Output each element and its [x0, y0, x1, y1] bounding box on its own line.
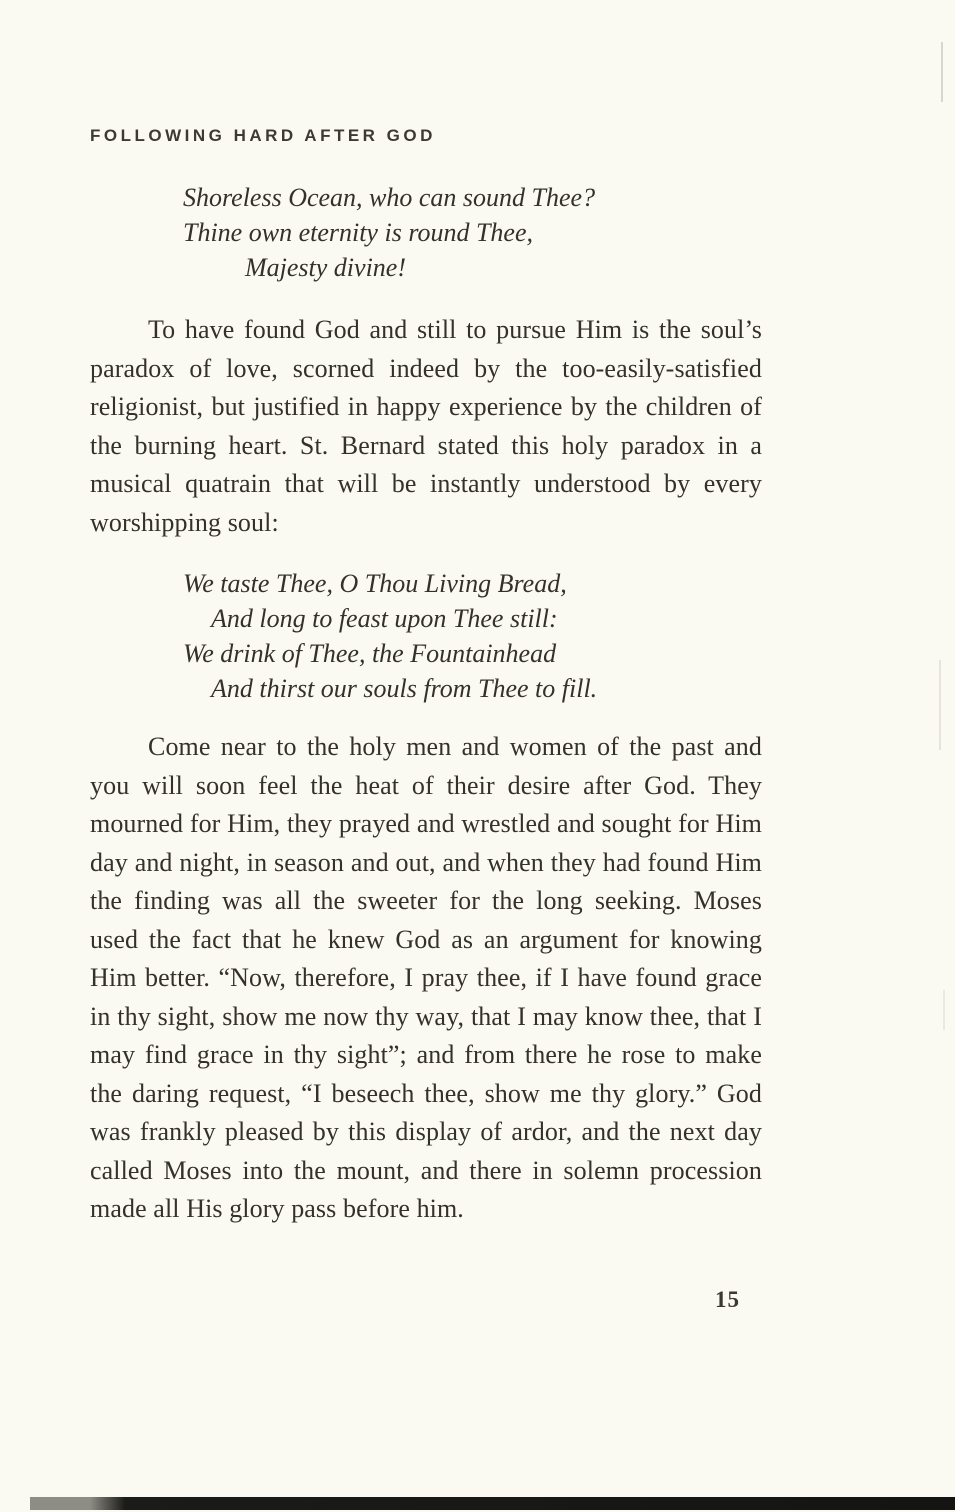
verse-line: We drink of Thee, the Fountainhead: [183, 639, 557, 668]
verse-line: Thine own eternity is round Thee,: [183, 218, 534, 247]
paragraph-2: Come near to the holy men and women of the past and you will soon feel the heat of their desire after God. They mourned for Him, they prayed and wrestled and sought for Him day and night, in season and out, and when they had found Him the finding was all the sweeter for the long seeking. Moses used the fact that he knew God as an argument for knowing Him better. “Now, therefore, I pray thee, if I have found grace in thy sight, show me now thy way, that I may know thee, that I may find grace in thy sight”; and from there he rose to make the daring request, “I beseech thee, show me thy glory.” God was frankly pleased by this display of ardor, and the next day called Moses into the mount, and there in solemn procession made all His glory pass before him.: [90, 732, 762, 1223]
verse-line: We taste Thee, O Thou Living Bread,: [183, 569, 567, 598]
verse-line: Majesty divine!: [245, 253, 406, 282]
scan-artifact: [939, 660, 941, 750]
verse-line: And thirst our souls from Thee to fill.: [211, 674, 598, 703]
verse-line: And long to feast upon Thee still:: [211, 604, 558, 633]
text-block: [90, 126, 762, 1313]
verse-line: Shoreless Ocean, who can sound Thee?: [183, 183, 596, 212]
scan-artifact: [941, 42, 943, 102]
page-number: 15: [715, 1286, 740, 1312]
quatrain-verse: [183, 566, 762, 706]
scan-edge-bar: [30, 1497, 955, 1510]
running-header: FOLLOWING HARD AFTER GOD: [90, 126, 436, 145]
paragraph-1: To have found God and still to pursue Him is the soul’s paradox of love, scorned indeed by the too-easily-satisfied religionist, but justified in happy experience by the children of the burning heart. St. Bernard stated this holy paradox in a musical quatrain that will be instantly understood by every worshipping soul:: [90, 315, 762, 537]
scan-artifact: [943, 990, 945, 1030]
epigraph-verse: [183, 180, 762, 285]
